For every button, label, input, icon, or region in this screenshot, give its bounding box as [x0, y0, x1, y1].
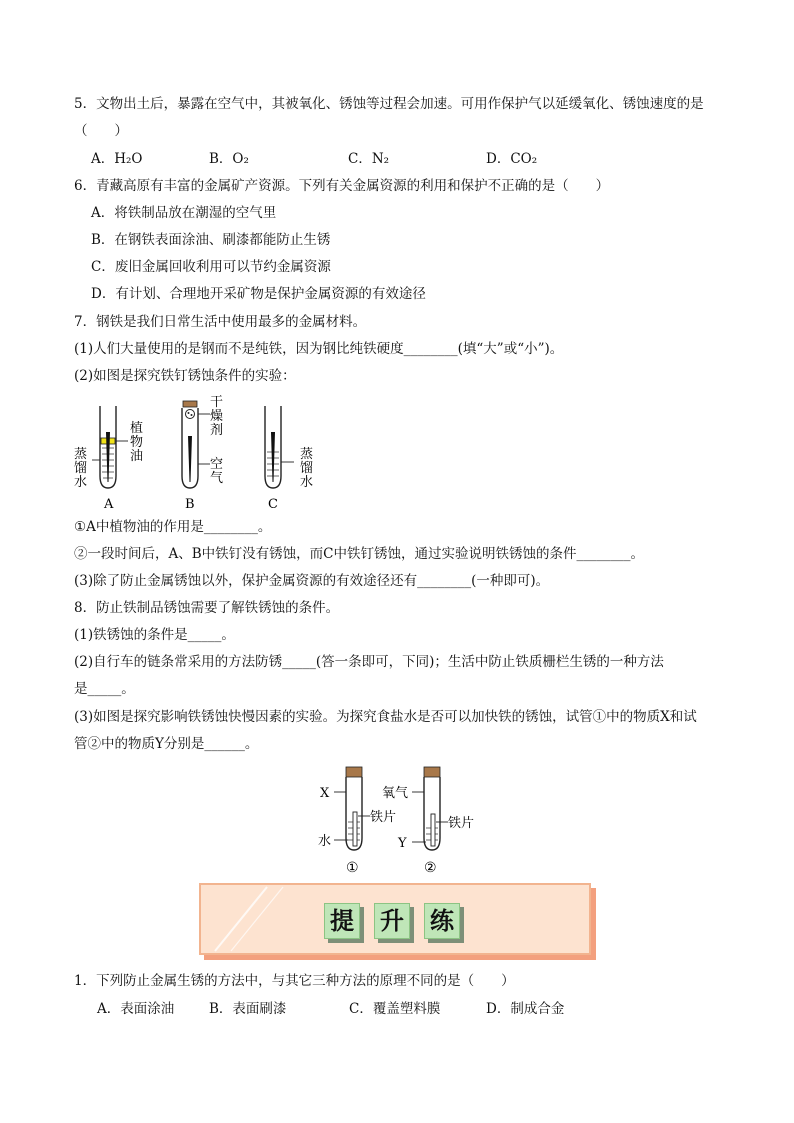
q8-part-2b: 是_____。 — [74, 681, 135, 697]
tube-c-nail — [271, 432, 275, 482]
label-water-a-1: 蒸 — [74, 447, 88, 462]
tube-b — [182, 401, 210, 488]
label-water-c-1: 蒸 — [300, 447, 314, 462]
label-tube-a: A — [104, 497, 114, 512]
q7-stem: 7．钢铁是我们日常生活中使用最多的金属材料。 — [74, 314, 367, 330]
q5-option-a: A．H₂O — [91, 151, 143, 167]
q5-option-b: B．O₂ — [209, 151, 249, 167]
q7-part-1: (1)人们大量使用的是钢而不是纯铁，因为钢比纯铁硬度________(填“大”或“小”)。 — [74, 341, 564, 357]
q6-stem: 6．青藏高原有丰富的金属矿产资源。下列有关金属资源的利用和保护不正确的是（ ） — [74, 178, 610, 194]
q7-part-2: (2)如图是探究铁钉锈蚀条件的实验： — [74, 368, 296, 384]
q5-stem: 5．文物出土后，暴露在空气中，其被氧化、锈蚀等过程会加速。可用作保护气以延缓氧化、锈蚀速度的是 — [74, 96, 704, 112]
q8-part-2a: (2)自行车的链条常采用的方法防锈_____(答一条即可，下同)；生活中防止铁质栅栏生锈的一种方法 — [74, 654, 664, 670]
q7-figure-test-tubes — [70, 392, 330, 512]
label-oxygen: 氧气 — [382, 786, 409, 801]
banner-char-1: 提 — [324, 903, 360, 939]
label-oil-1: 植 — [130, 421, 144, 436]
label-water: 水 — [318, 834, 332, 849]
tube-a — [92, 406, 128, 488]
label-tube-2: ② — [424, 860, 437, 876]
label-tube-b: B — [185, 497, 195, 512]
label-tube-1: ① — [346, 860, 359, 876]
label-water-a-2: 馏 — [74, 461, 88, 476]
label-tube-c: C — [268, 497, 278, 512]
label-water-c-2: 馏 — [300, 461, 314, 476]
section-banner — [199, 883, 595, 959]
label-air-2: 气 — [210, 471, 224, 486]
q1-option-a: A．表面涂油 — [97, 1001, 175, 1017]
q8-part-3b: 管②中的物质Y分别是______。 — [74, 736, 259, 752]
q5-answer-paren: （ ） — [74, 123, 128, 139]
label-iron-2: 铁片 — [448, 816, 475, 831]
label-x: X — [320, 786, 330, 801]
q5-option-d: D．CO₂ — [486, 151, 538, 167]
q1-option-b: B．表面刷漆 — [209, 1001, 287, 1017]
q8-stem: 8．防止铁制品锈蚀需要了解铁锈蚀的条件。 — [74, 600, 340, 616]
q1-option-c: C．覆盖塑料膜 — [349, 1001, 441, 1017]
tube-1-stopper — [346, 767, 362, 777]
q8-part-3a: (3)如图是探究影响铁锈蚀快慢因素的实验。为探究食盐水是否可以加快铁的锈蚀，试管①中的物质X和试 — [74, 709, 697, 725]
q5-option-c: C．N₂ — [348, 151, 390, 167]
tube-1-iron-strip — [353, 812, 357, 846]
q7-sub-1: ①A中植物油的作用是________。 — [74, 519, 272, 535]
q6-option-b: B．在钢铁表面涂油、刷漆都能防止生锈 — [91, 232, 331, 248]
q6-option-a: A．将铁制品放在潮湿的空气里 — [91, 205, 277, 221]
label-water-c-3: 水 — [300, 475, 314, 490]
q1-stem: 1．下列防止金属生锈的方法中，与其它三种方法的原理不同的是（ ） — [74, 973, 515, 989]
label-oil-2: 物 — [130, 435, 144, 450]
q8-part-1: (1)铁锈蚀的条件是_____。 — [74, 627, 235, 643]
q7-sub-2: ②一段时间后，A、B中铁钉没有锈蚀，而C中铁钉锈蚀，通过实验说明铁锈蚀的条件________。 — [74, 546, 644, 562]
q8-figure-test-tubes — [312, 764, 492, 876]
tube-a-nail — [106, 432, 110, 482]
banner-char-2: 升 — [374, 903, 410, 939]
label-oil-3: 油 — [130, 449, 144, 464]
q1-option-d: D．制成合金 — [486, 1001, 565, 1017]
tube-2-stopper — [424, 767, 440, 777]
banner-char-3: 练 — [424, 903, 460, 939]
q7-part-3: (3)除了防止金属锈蚀以外，保护金属资源的有效途径还有________(一种即可)。 — [74, 573, 550, 589]
label-y: Y — [398, 836, 407, 851]
tube-b-stopper — [183, 401, 197, 407]
tube-2 — [412, 767, 448, 850]
label-air-1: 空 — [210, 457, 224, 472]
tube-b-desiccant — [186, 410, 195, 419]
label-iron-1: 铁片 — [370, 810, 397, 825]
label-desiccant-2: 燥 — [210, 409, 224, 424]
q6-option-d: D．有计划、合理地开采矿物是保护金属资源的有效途径 — [91, 286, 426, 302]
label-water-a-3: 水 — [74, 475, 88, 490]
tube-c — [265, 406, 294, 488]
tube-2-iron-strip — [431, 814, 435, 846]
label-desiccant-3: 剂 — [210, 423, 224, 438]
tube-1 — [334, 767, 370, 850]
q6-option-c: C．废旧金属回收利用可以节约金属资源 — [91, 259, 331, 275]
label-desiccant-1: 干 — [210, 395, 224, 410]
tube-b-nail — [188, 436, 192, 482]
